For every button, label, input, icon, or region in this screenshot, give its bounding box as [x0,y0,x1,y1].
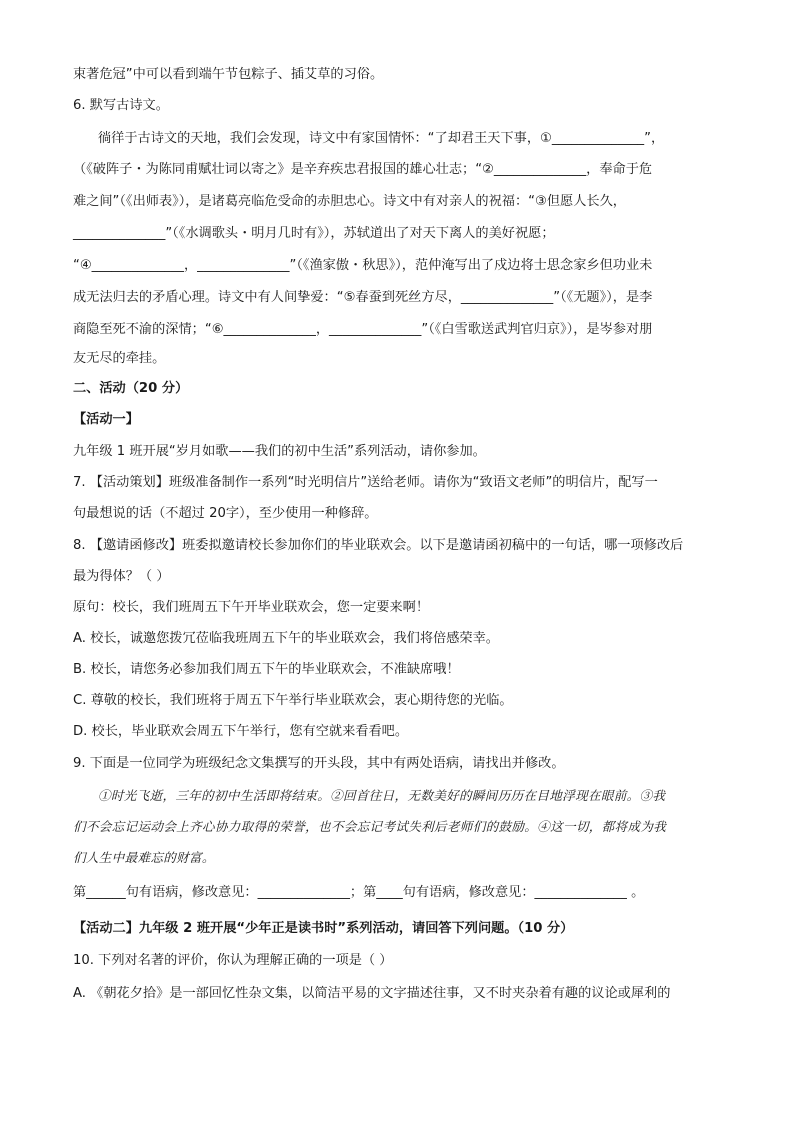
activity-1-heading: 【活动一】 [73,412,139,427]
question-9: 9. 下面是一位同学为班级纪念文集撰写的开头段，其中有两处语病，请找出并修改。 [73,756,565,771]
text-line: 友无尽的牵挂。 [73,351,166,366]
text-line: 最为得体？（ ） [73,569,170,584]
text-line: 句最想说的话（不超过 20字），至少使用一种修辞。 [73,506,378,521]
option-a: A. 校长，诚邀您拨冗莅临我班周五下午的毕业联欢会，我们将倍感荣幸。 [73,631,499,646]
text-line: “④______________，______________”（《渔家傲・秋思》），范仲淹写出了戍边将士思念家乡但功业未 [73,258,653,273]
passage-line: 们不会忘记运动会上齐心协力取得的荣誉，也不会忘记考试失利后老师们的鼓励。④这一切，都将成为我 [73,819,667,834]
question-8: 8. 【邀请函修改】班委拟邀请校长参加你们的毕业联欢会。以下是邀请函初稿中的一句话，哪一项修改后 [73,538,684,553]
text-line: 难之间”（《出师表》），是诸葛亮临危受命的赤胆忠心。诗文中有对亲人的祝福：“③但愿人长久， [73,194,626,209]
question-6-heading: 6. 默写古诗文。 [73,98,169,113]
original-sentence: 原句：校长，我们班周五下午开毕业联欢会，您一定要来啊！ [73,600,430,615]
section-2-heading: 二、活动（20 分） [73,381,189,396]
text-line: 商隐至死不渝的深情；“⑥______________，______________”（《白雪歌送武判官归京》），是岑参对朋 [73,322,653,337]
text-line: 成无法归去的矛盾心理。诗文中有人间挚爱：“⑤春蚕到死丝方尽，______________”（《无题》），是李 [73,290,653,305]
passage-line: 们人生中最难忘的财富。 [73,850,215,865]
question-7: 7. 【活动策划】班级准备制作一系列“时光明信片”送给老师。请你为“致语文老师”的明信片，配写一 [73,475,658,490]
option-d: D. 校长，毕业联欢会周五下午举行，您有空就来看看吧。 [73,724,409,739]
question-10: 10. 下列对名著的评价，你认为理解正确的一项是（ ） [73,953,393,968]
text-line: （《破阵子・为陈同甫赋壮词以寄之》是辛弃疾忠君报国的雄心壮志；“②______________，奉命于危 [73,162,653,177]
text-line: ______________”（《水调歌头・明月几时有》），苏轼道出了对天下离人的美好祝愿； [73,226,555,241]
answer-blank-line: 第______句有语病，修改意见：______________；第____句有语病，修改意见：______________ 。 [73,885,645,900]
text-line: 束著危冠”中可以看到端午节包粽子、插艾草的习俗。 [73,67,384,82]
option-b: B. 校长，请您务必参加我们周五下午的毕业联欢会，不准缺席哦！ [73,662,460,677]
option-c: C. 尊敬的校长，我们班将于周五下午举行毕业联欢会，衷心期待您的光临。 [73,693,513,708]
text-line: 九年级 1 班开展“岁月如歌——我们的初中生活”系列活动，请你参加。 [73,444,486,459]
activity-2-heading: 【活动二】九年级 2 班开展“少年正是读书时”系列活动，请回答下列问题。（10 分） [73,921,574,936]
option-a: A. 《朝花夕拾》是一部回忆性杂文集，以简洁平易的文字描述往事，又不时夹杂着有趣的议论或犀利的 [73,986,671,1001]
text-line: 徜徉于古诗文的天地，我们会发现，诗文中有家国情怀：“了却君王天下事，①______________”， [98,131,665,146]
passage-line: ①时光飞逝，三年的初中生活即将结束。②回首往日，无数美好的瞬间历历在目地浮现在眼前。③我 [98,788,666,803]
